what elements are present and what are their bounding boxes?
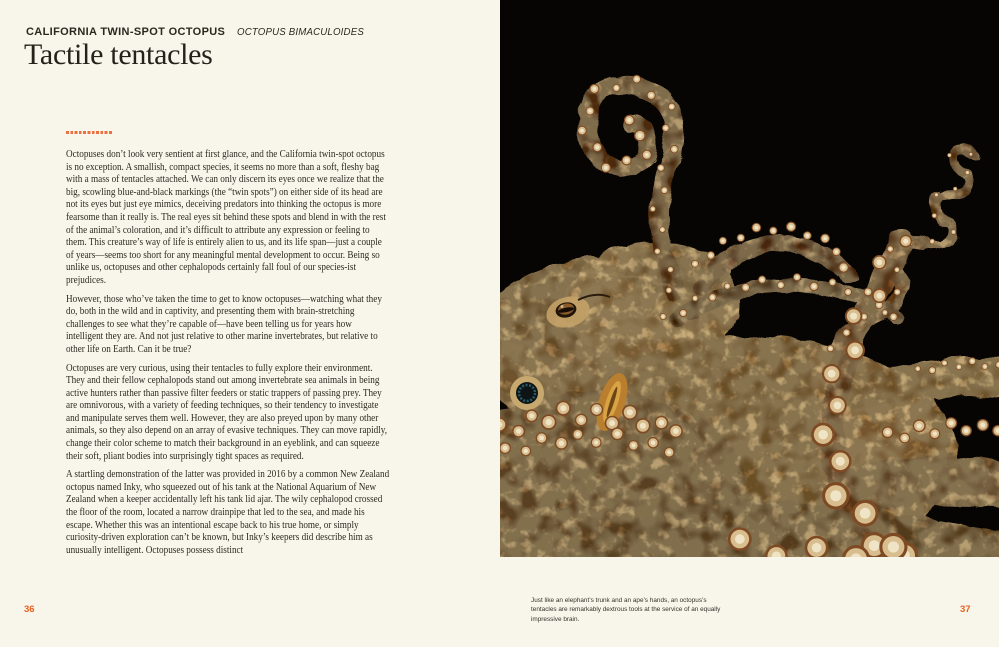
paragraph-4: A startling demonstration of the latter was provided in 2016 by a common New Zealand octopus named Inky, who squeezed out of his tank at the National Aquarium of New Zealand when a keeper accidentally left his tank lid ajar. The wily cephalopod crossed the floor of the room, located a narrow drainpipe that led to the sea, and made his escape. Whether this was an intentional escape back to his true home, or simply curiosity-driven exploration can’t be known, but Inky’s keepers did describe him as unusually intelligent. Octopuses possess distinct [66, 469, 390, 556]
species-common-name: CALIFORNIA TWIN-SPOT OCTOPUS [26, 26, 226, 38]
paragraph-1: Octopuses don’t look very sentient at first glance, and the California twin-spot octopus is no exception. A smallish, compact species, it seems no more than a soft, fleshy bag with a mass of tentacles attached. We can only discern its eyes once we realize that the big, scowling blue-and-black markings (the “twin spots”) on either side of its head are not its eyes but just eye mimics, deceiving predators into thinking the octopus is more fearsome than it really is. The real eyes sit behind these spots and blend in with the rest of the animal’s coloration, and it’s difficult to attribute any expression or feeling to them. This creature’s way of life is entirely alien to us, and its life span—just a couple of years—seems too short for any meaningful mental development to occur. Being so unlike us, octopuses and other cephalopods certainly fall foul of our species-ist prejudices. [66, 149, 386, 286]
body-text [66, 149, 391, 563]
page-number-left: 36 [24, 604, 35, 615]
octopus-photo [500, 0, 999, 557]
page-title: Tactile tentacles [24, 38, 213, 71]
dotted-rule [66, 131, 112, 134]
paragraph-3: Octopuses are very curious, using their tentacles to fully explore their environment. They and their fellow cephalopods stand out among invertebrate sea animals in being active hunters rather than passive filter feeders or static trappers of passing prey. They are omnivorous, with a variety of feeding techniques, so their tendency to investigate and manipulate serves them well. However, they are also preyed upon by many other animals, so they also depend on an array of evasive techniques. They can move rapidly, change their color scheme to match their background in an eyeblink, and can squeeze their soft, pliant bodies into surprisingly tight spaces as required. [66, 362, 388, 462]
photo-caption: Just like an elephant’s trunk and an ape’s hands, an octopus’s tentacles are remarkably dextrous tools at the service of an equally impressive brain. [531, 597, 721, 623]
species-latin-name: OCTOPUS BIMACULOIDES [236, 26, 364, 38]
page-number-right: 37 [960, 604, 971, 615]
paragraph-2: However, those who’ve taken the time to get to know octopuses—watching what they do, both in the wild and in captivity, and presenting them with brain-stretching challenges to see what they’re capable of—have been telling us for years how intelligent they are. And not just relative to other marine invertebrates, but relative to other life on Earth. Can it be true? [66, 293, 382, 355]
